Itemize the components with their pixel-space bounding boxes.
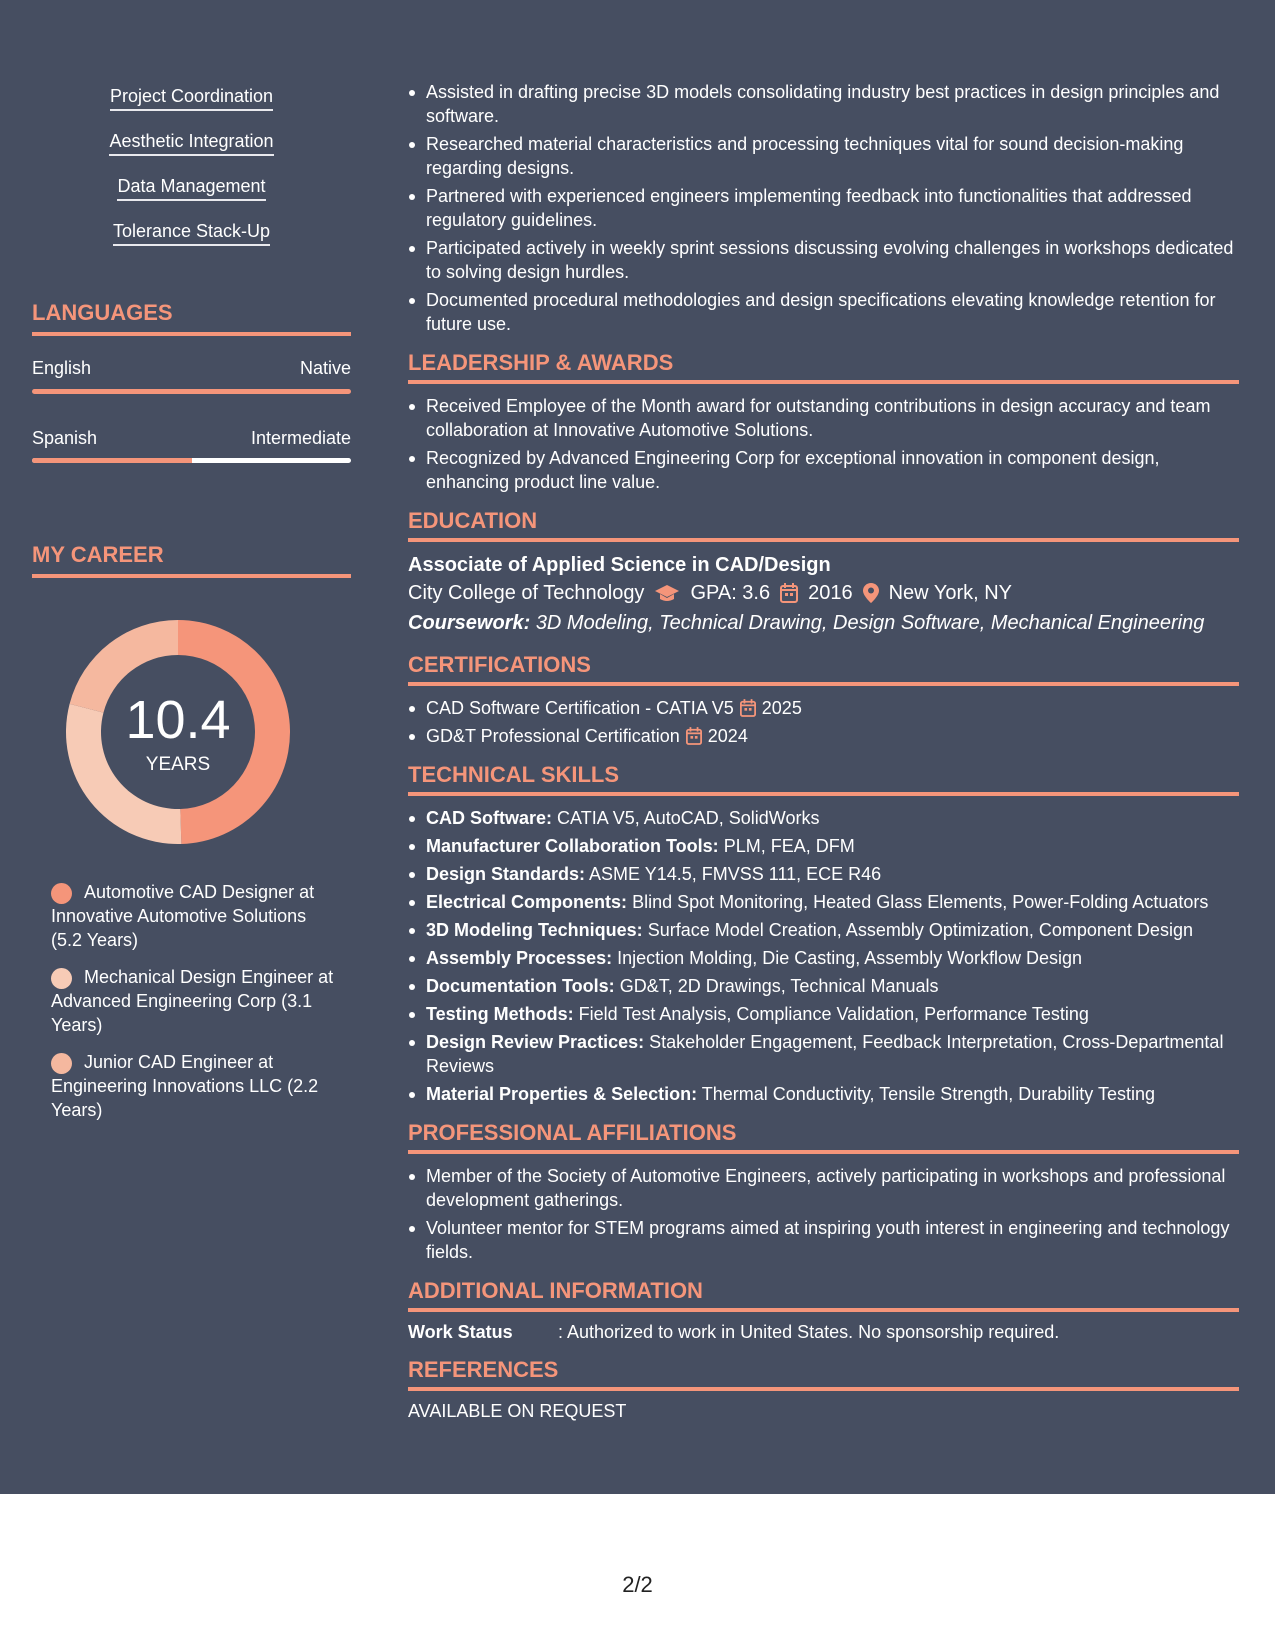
technical-skills-heading: TECHNICAL SKILLS: [408, 762, 1239, 796]
technical-skill-item: [408, 1030, 1239, 1078]
technical-skill-item: [408, 862, 1239, 886]
technical-skill-item: [408, 946, 1239, 970]
technical-skill-item: [408, 806, 1239, 830]
coursework-value: 3D Modeling, Technical Drawing, Design Software, Mechanical Engineering: [535, 612, 1205, 634]
calendar-icon: [780, 583, 798, 603]
education-heading: EDUCATION: [408, 508, 1239, 542]
technical-skills-list: [408, 806, 1239, 1106]
language-row: [32, 428, 351, 449]
education-coursework: [408, 608, 1239, 638]
certification-year: 2024: [707, 726, 748, 746]
graduation-cap-icon: [654, 583, 680, 603]
skill-label: CAD Software:: [426, 808, 553, 828]
skill-label: Design Review Practices:: [426, 1032, 645, 1052]
career-heading: MY CAREER: [32, 542, 351, 578]
skill-value: Injection Molding, Die Casting, Assembly Workflow Design: [617, 948, 1082, 968]
skill-label: Assembly Processes:: [426, 948, 613, 968]
calendar-icon: [686, 727, 702, 745]
sidebar: [32, 0, 351, 1494]
experience-bullet: Participated actively in weekly sprint sessions discussing evolving challenges in workshops dedicated to solving design hurdles.: [408, 236, 1239, 284]
language-proficiency-fill: [32, 458, 192, 463]
page-number: 2/2: [622, 1572, 653, 1597]
affiliation-item: Member of the Society of Automotive Engineers, actively participating in workshops and professional development gatherings.: [408, 1164, 1239, 1212]
education-school: City College of Technology: [408, 582, 645, 604]
career-legend-item: [51, 880, 341, 952]
certification-name: CAD Software Certification - CATIA V5: [426, 698, 734, 718]
education-entry: [408, 552, 1239, 638]
languages-heading: LANGUAGES: [32, 300, 351, 336]
skill-value: Stakeholder Engagement, Feedback Interpretation, Cross-Departmental Reviews: [426, 1032, 1224, 1076]
career-total-value: 10.4: [125, 690, 231, 750]
education-degree: Associate of Applied Science in CAD/Design: [408, 554, 831, 576]
skill-value: Field Test Analysis, Compliance Validation, Performance Testing: [578, 1004, 1089, 1024]
work-status-row: [408, 1322, 1239, 1343]
affiliations-heading: PROFESSIONAL AFFILIATIONS: [408, 1120, 1239, 1154]
career-legend-text: Junior CAD Engineer at Engineering Innovations LLC (2.2 Years): [51, 1052, 319, 1120]
leadership-list: [408, 394, 1239, 494]
skill-label: Documentation Tools:: [426, 976, 615, 996]
language-proficiency-fill: [32, 389, 351, 394]
affiliation-item: Volunteer mentor for STEM programs aimed at inspiring youth interest in engineering and technology fields.: [408, 1216, 1239, 1264]
technical-skill-item: [408, 890, 1239, 914]
career-legend-text: Automotive CAD Designer at Innovative Automotive Solutions (5.2 Years): [51, 882, 315, 950]
language-level: Intermediate: [250, 428, 351, 448]
experience-bullet: Partnered with experienced engineers implementing feedback into functionalities that addressed regulatory guidelines.: [408, 184, 1239, 232]
certifications-list: [408, 696, 1239, 748]
language-name: Spanish: [32, 428, 98, 448]
legend-dot-icon: [51, 1053, 72, 1074]
experience-bullet: Documented procedural methodologies and design specifications elevating knowledge retention for future use.: [408, 288, 1239, 336]
education-gpa: GPA: 3.6: [690, 582, 771, 604]
skill-item: Data Management: [117, 175, 265, 201]
language-proficiency-bar: [32, 389, 351, 394]
language-row: [32, 358, 351, 379]
skill-label: Material Properties & Selection:: [426, 1084, 698, 1104]
career-legend-text: Mechanical Design Engineer at Advanced Engineering Corp (3.1 Years): [51, 967, 334, 1035]
education-location: New York, NY: [888, 582, 1012, 604]
skill-value: PLM, FEA, DFM: [723, 836, 855, 856]
career-total-unit: YEARS: [145, 754, 211, 775]
certification-year: 2025: [761, 698, 802, 718]
experience-bullets: [408, 80, 1239, 336]
certification-name: GD&T Professional Certification: [426, 726, 680, 746]
technical-skill-item: [408, 1082, 1239, 1106]
skill-value: Thermal Conductivity, Tensile Strength, Durability Testing: [701, 1084, 1155, 1104]
affiliations-list: [408, 1164, 1239, 1264]
calendar-icon: [740, 699, 756, 717]
map-pin-icon: [863, 583, 879, 603]
skill-label: Manufacturer Collaboration Tools:: [426, 836, 719, 856]
references-text: AVAILABLE ON REQUEST: [408, 1401, 627, 1421]
skill-label: Testing Methods:: [426, 1004, 574, 1024]
career-legend-item: [51, 965, 341, 1037]
certifications-heading: CERTIFICATIONS: [408, 652, 1239, 686]
experience-bullet: Researched material characteristics and processing techniques vital for sound decision-making regarding designs.: [408, 132, 1239, 180]
career-legend-item: [51, 1050, 341, 1122]
work-status-label: Work Status: [408, 1322, 513, 1342]
leadership-item: Received Employee of the Month award for outstanding contributions in design accuracy and team collaboration at Innovative Automotive Solutions.: [408, 394, 1239, 442]
references-heading: REFERENCES: [408, 1357, 1239, 1391]
skill-value: GD&T, 2D Drawings, Technical Manuals: [619, 976, 939, 996]
certification-item: [408, 724, 1239, 748]
skills-list: [32, 85, 351, 265]
coursework-label: Coursework:: [408, 612, 531, 634]
legend-dot-icon: [51, 883, 72, 904]
education-details: [408, 578, 1239, 608]
skill-label: Design Standards:: [426, 864, 586, 884]
technical-skill-item: [408, 834, 1239, 858]
technical-skill-item: [408, 974, 1239, 998]
main-content: [408, 0, 1239, 1422]
skill-value: ASME Y14.5, FMVSS 111, ECE R46: [589, 864, 882, 884]
skill-label: Electrical Components:: [426, 892, 628, 912]
language-proficiency-bar: [32, 458, 351, 463]
legend-dot-icon: [51, 968, 72, 989]
skill-value: Surface Model Creation, Assembly Optimization, Component Design: [647, 920, 1193, 940]
education-year: 2016: [808, 582, 853, 604]
skill-item: Aesthetic Integration: [109, 130, 273, 156]
technical-skill-item: [408, 1002, 1239, 1026]
skill-value: Blind Spot Monitoring, Heated Glass Elements, Power-Folding Actuators: [632, 892, 1209, 912]
certification-item: [408, 696, 1239, 720]
career-legend: [51, 880, 341, 1135]
skill-item: Project Coordination: [110, 85, 273, 111]
leadership-heading: LEADERSHIP & AWARDS: [408, 350, 1239, 384]
skill-value: CATIA V5, AutoCAD, SolidWorks: [557, 808, 820, 828]
work-status-value: : Authorized to work in United States. No sponsorship required.: [558, 1322, 1060, 1342]
skill-label: 3D Modeling Techniques:: [426, 920, 643, 940]
skill-item: Tolerance Stack-Up: [113, 220, 270, 246]
experience-bullet: Assisted in drafting precise 3D models consolidating industry best practices in design principles and software.: [408, 80, 1239, 128]
leadership-item: Recognized by Advanced Engineering Corp for exceptional innovation in component design, enhancing product line value.: [408, 446, 1239, 494]
technical-skill-item: [408, 918, 1239, 942]
language-level: Native: [299, 358, 351, 378]
language-name: English: [32, 358, 92, 378]
additional-info-heading: ADDITIONAL INFORMATION: [408, 1278, 1239, 1312]
